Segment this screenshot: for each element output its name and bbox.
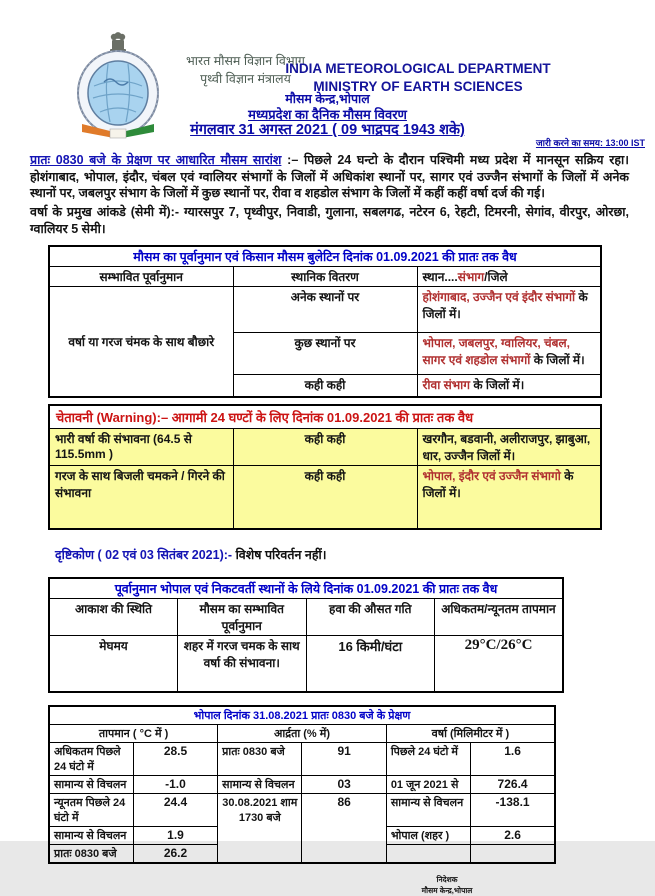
outlook-heading: दृष्टिकोण ( 02 एवं 03 सितंबर 2021):- (55, 548, 236, 563)
observation-row (49, 775, 555, 793)
sky-condition: मेघमय (49, 636, 178, 692)
forecast-table (48, 245, 602, 398)
warning-table (48, 404, 602, 531)
forecast-phenomenon-label: वर्षा या गरज चंमक के साथ बौछारे (49, 287, 233, 397)
rainfall-heading: वर्षा के प्रमुख आंकडे (सेमी में):- (30, 204, 179, 219)
forecast-distribution: अनेक स्थानों पर (233, 287, 417, 333)
summary-body: पिछले 24 घन्टो के दौरान पश्चिमी मध्य प्रदेश में मानसून सक्रिय रहा। होशंगाबाद, भोपाल, इंदौर, चंबल एवं ग्वालियर संभागों के जिलों में अधिकांश स्थानों पर, सागर एवं उज्जैन संभागों के जिलों में अनेक स्थानों पर, जबलपुर संभाग के जिलों में कुछ स्थानों पर, रीवा व शहडोल संभाग के जिलों में कहीं कहीं वर्षा दर्ज की गई। (30, 153, 630, 201)
outlook-text: विशेष परिवर्तन नहीं। (235, 548, 327, 563)
forecast-distribution: कुछ स्थानों पर (233, 333, 417, 375)
warning-row (49, 465, 601, 529)
forecast-col1-header: सम्भावित पूर्वानुमान (49, 267, 233, 287)
humidity-group-header: आर्द्रता (% में) (218, 724, 387, 742)
temp-group-header: तापमान ( °C में ) (49, 724, 218, 742)
humidity-label: 30.08.2021 शाम 1730 बजे (218, 793, 302, 863)
bulletin-date: मंगलवार 31 अगस्त 2021 ( 09 भाद्रपद 1943 शके) (190, 122, 465, 138)
city-col-temp: अधिकतम/न्यूनतम तापमान (435, 599, 564, 636)
warning-distribution: कही कही (233, 465, 417, 529)
humidity-value: 86 (302, 793, 386, 863)
observation-row (49, 742, 555, 775)
observation-row (49, 793, 555, 826)
rain-value: -138.1 (471, 793, 555, 826)
summary-heading: प्रातः 0830 बजे के प्रेक्षण पर आधारित मौसम सारांश (30, 153, 282, 167)
temp-label: सामान्य से विचलन (49, 775, 133, 793)
observation-title: भोपाल दिनांक 31.08.2021 प्रातः 0830 बजे के प्रेक्षण (49, 706, 555, 725)
city-forecast-title: पूर्वानुमान भोपाल एवं निकटवर्ती स्थानों के लिये दिनांक 01.09.2021 की प्रातः तक वैध (49, 578, 563, 599)
forecast-col2-header: स्थानिक वितरण (233, 267, 417, 287)
forecast-table-title: मौसम का पूर्वानुमान एवं किसान मौसम बुलेटिन दिनांक 01.09.2021 की प्रातः तक वैध (49, 246, 601, 267)
temp-value: 28.5 (133, 742, 217, 775)
forecast-area: होशंगाबाद, उज्जैन एवं इंदौर संभागों के जिलों में। (417, 287, 601, 333)
header (0, 0, 655, 150)
temp-value: 24.4 (133, 793, 217, 826)
observation-table (48, 705, 556, 864)
dept-english-line1: INDIA METEOROLOGICAL DEPARTMENT (285, 61, 551, 76)
warning-title: चेतावनी (Warning):– आगामी 24 घण्टों के लिए दिनांक 01.09.2021 की प्रातः तक वैध (49, 405, 601, 429)
warning-distribution: कही कही (233, 428, 417, 465)
weather-summary (30, 152, 629, 202)
issue-time: जारी करने का समय: 13:00 IST (535, 138, 645, 148)
temp-value: 1.9 (133, 826, 217, 844)
city-col-forecast: मौसम का सम्भावित पूर्वानुमान (178, 599, 307, 636)
temp-label: प्रातः 0830 बजे (49, 844, 133, 863)
summary-separator: :– (281, 153, 305, 167)
rain-label: पिछले 24 घंटो में (386, 742, 470, 775)
warning-row (49, 428, 601, 465)
warning-phenomenon: भारी वर्षा की संभावना (64.5 से 115.5mm ) (49, 428, 233, 465)
wind-speed: 16 किमी/घंटा (306, 636, 435, 692)
dept-hindi-line1: भारत मौसम विज्ञान विभाग (186, 54, 305, 68)
forecast-row (49, 287, 601, 333)
bulletin-title: मध्यप्रदेश का दैनिक मौसम विवरण (248, 107, 407, 122)
rain-label: 01 जून 2021 से (386, 775, 470, 793)
rain-value: 2.6 (471, 826, 555, 844)
warning-area: भोपाल, इंदौर एवं उज्जैन संभागो के जिलों में। (417, 465, 601, 529)
dept-hindi-line2: पृथ्वी विज्ञान मंत्रालय (200, 72, 291, 87)
rainfall-figures (30, 204, 629, 237)
temp-label: अधिकतम पिछले 24 घंटो में (49, 742, 133, 775)
city-forecast-row (49, 636, 563, 692)
humidity-value: 03 (302, 775, 386, 793)
outlook-line (55, 546, 629, 563)
temp-value: -1.0 (133, 775, 217, 793)
ashoka-emblem-icon (110, 32, 126, 52)
temp-label: सामान्य से विचलन (49, 826, 133, 844)
rain-value: 726.4 (471, 775, 555, 793)
centre-name: मौसम केन्द्र,भोपाल (285, 92, 370, 106)
humidity-value: 91 (302, 742, 386, 775)
rain-value: 1.6 (471, 742, 555, 775)
humidity-label: सामान्य से विचलन (218, 775, 302, 793)
rain-label: सामान्य से विचलन (386, 793, 470, 826)
city-col-sky: आकाश की स्थिति (49, 599, 178, 636)
temp-label: न्यूनतम पिछले 24 घंटो में (49, 793, 133, 826)
rain-group-header: वर्षा (मिलिमीटर में ) (386, 724, 555, 742)
rainfall-body: ग्यारसपुर 7, पृथ्वीपुर, निवाडी, गुलाना, सबलगढ, नटेरन 6, रेहटी, टिमरनी, सेगांव, वीरपुर, ओरछा, ग्वालियर 5 सेमी। (30, 204, 629, 236)
city-col-wind: हवा की औसत गति (306, 599, 435, 636)
humidity-label: प्रातः 0830 बजे (218, 742, 302, 775)
city-forecast-table (48, 577, 564, 693)
rain-label: भोपाल (शहर ) (386, 826, 470, 844)
warning-phenomenon: गरज के साथ बिजली चमकने / गिरने की संभावना (49, 465, 233, 529)
forecast-area: भोपाल, जबलपुर, ग्वालियर, चंबल, सागर एवं शहडोल संभागों के जिलों में। (417, 333, 601, 375)
dept-english-line2: MINISTRY OF EARTH SCIENCES (313, 79, 523, 95)
rain-value-empty (471, 844, 555, 863)
forecast-distribution: कही कही (233, 375, 417, 397)
signature-office: मौसम केन्द्र,भोपाल (421, 885, 473, 895)
rain-label-empty (386, 844, 470, 863)
forecast-area: रीवा संभाग के जिलों में। (417, 375, 601, 397)
city-forecast-text: शहर में गरज चमक के साथ वर्षा की संभावना। (178, 636, 307, 692)
temp-value: 26.2 (133, 844, 217, 863)
signature-designation: निदेशक (436, 874, 458, 884)
signature-block (402, 874, 492, 896)
warning-area: खरगौन, बडवानी, अलीराजपुर, झाबुआ, धार, उज्जैन जिलों में। (417, 428, 601, 465)
forecast-col3-header: स्थान....संभाग/जिले (417, 267, 601, 287)
max-min-temperature: 29°C/26°C (435, 636, 564, 692)
